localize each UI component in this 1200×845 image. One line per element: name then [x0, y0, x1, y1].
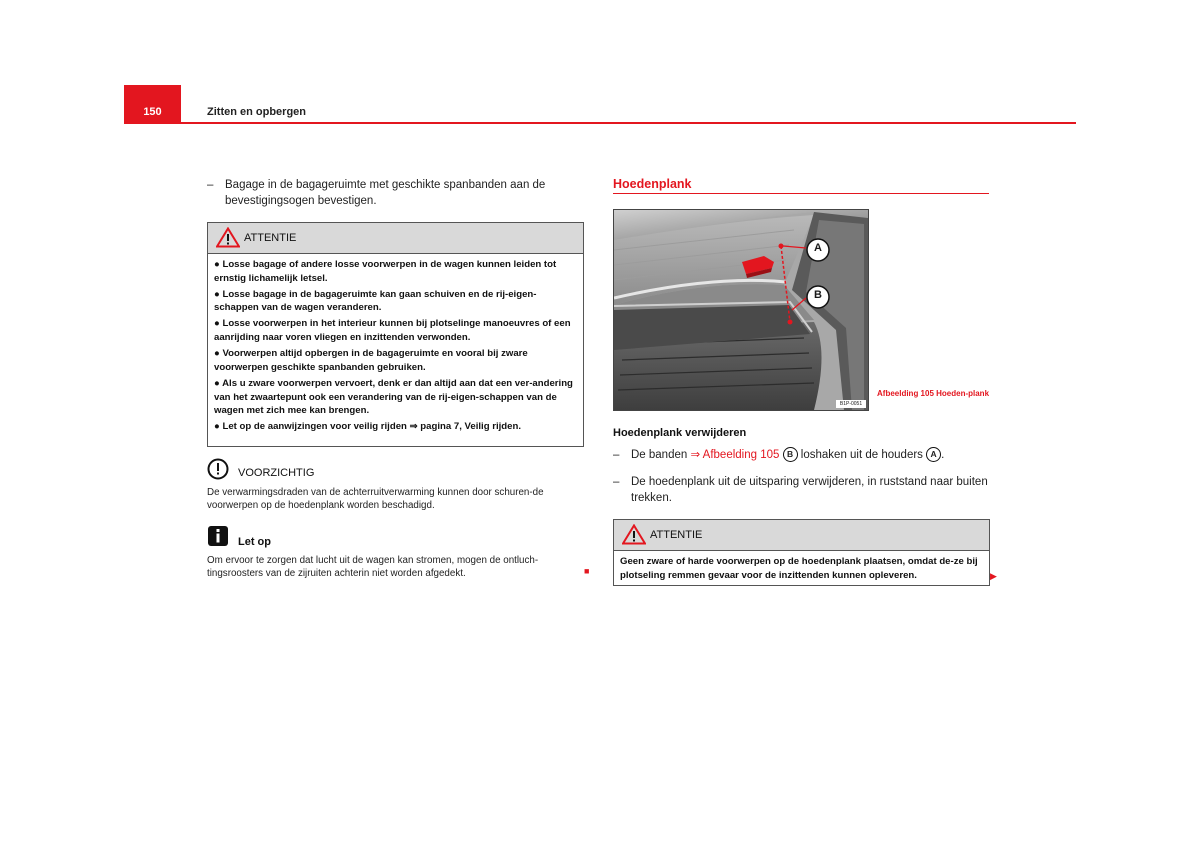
warning-triangle-icon: [216, 227, 240, 253]
attentie-header: [614, 520, 989, 551]
page-number: 150: [143, 106, 162, 118]
warning-bullet: ● Losse bagage in de bagageruimte kan gaan schuiven en de rij-eigen-schappen van de wagen veranderen.: [214, 288, 537, 314]
dash-marker: –: [613, 476, 620, 488]
voorzichtig-text: De verwarmingsdraden van de achterruitverwarming kunnen door schuren-de voorwerpen op de hoedenplank worden beschadigd.: [207, 487, 544, 512]
section-title: Hoedenplank: [613, 177, 692, 191]
attentie-header: [208, 223, 583, 254]
hat-shelf-figure: [613, 209, 869, 411]
callout-a: A: [814, 242, 822, 254]
attentie-label: ATTENTIE: [244, 232, 297, 244]
warning-bullet: ● Voorwerpen altijd opbergen in de bagageruimte en vooral bij zware voorwerpen geschikte spanbanden gebruiken.: [214, 348, 528, 373]
info-icon: [207, 525, 229, 552]
voorzichtig-label: VOORZICHTIG: [238, 467, 315, 479]
section-rule: [613, 193, 989, 194]
callout-b-inline: B: [783, 447, 798, 462]
chapter-title: Zitten en opbergen: [207, 106, 306, 118]
instruction-item: [207, 177, 582, 209]
attentie-label: ATTENTIE: [650, 529, 703, 541]
subheading: Hoedenplank verwijderen: [613, 427, 747, 439]
let-op-text: Om ervoor te zorgen dat lucht uit de wagen kan stromen, mogen de ontluch-tingsroosters van de zijruiten achterin niet worden afgedekt.: [207, 555, 539, 580]
callout-a-inline: A: [926, 447, 941, 462]
figure-code: B1P-0051: [839, 401, 863, 407]
step-text-post: .: [941, 449, 945, 461]
section-end-marker: ■: [584, 566, 590, 576]
step-text: De hoedenplank uit de uitsparing verwijderen, in ruststand naar buiten trekken.: [631, 476, 988, 504]
instruction-text: Bagage in de bagageruimte met geschikte spanbanden aan de bevestigingsogen bevestigen.: [225, 179, 546, 207]
step-item: [613, 474, 991, 506]
warning-bullet: ● Losse bagage of andere losse voorwerpen in de wagen kunnen leiden tot ernstig lichamelijk letsel.: [214, 259, 557, 284]
warning-triangle-icon: [622, 524, 646, 550]
attentie-body: [208, 254, 583, 438]
warning-bullet: ● Als u zware voorwerpen vervoert, denk er dan altijd aan dat een ver-andering van het zwaartepunt ook een verandering van de rij-eigen-schappen van de wagen met zich mee kan brengen.: [214, 377, 573, 417]
step-text-pre: De banden: [631, 449, 691, 461]
let-op-label: Let op: [238, 536, 271, 548]
warning-bullet: ● Losse voorwerpen in het interieur kunnen bij plotselinge manoeuvres of een aanrijding naar voren vliegen en inzittenden verwonden.: [214, 318, 571, 344]
dash-marker: –: [613, 449, 620, 461]
callout-b: B: [814, 289, 822, 301]
attentie-body: Geen zware of harde voorwerpen op de hoedenplank plaatsen, omdat de-ze bij plotseling remmen gevaar voor de inzittenden kunnen opleveren.: [620, 556, 978, 581]
figure-link[interactable]: ⇒ Afbeelding 105: [690, 449, 780, 461]
header-rule: [124, 122, 1076, 124]
step-text-mid: loshaken uit de houders: [797, 449, 927, 461]
attentie-box: [207, 222, 584, 447]
step-text: [613, 447, 993, 463]
warning-bullet: ● Let op de aanwijzingen voor veilig rijden ⇒ pagina 7, Veilig rijden.: [214, 421, 522, 433]
continue-arrow-icon: ▶: [990, 571, 997, 581]
attentie-box-shelf: [613, 519, 990, 586]
step-item: [613, 447, 993, 463]
figure-caption: Afbeelding 105 Hoeden-plank: [877, 389, 990, 398]
dash-marker: –: [207, 179, 214, 191]
caution-icon: [207, 458, 229, 485]
